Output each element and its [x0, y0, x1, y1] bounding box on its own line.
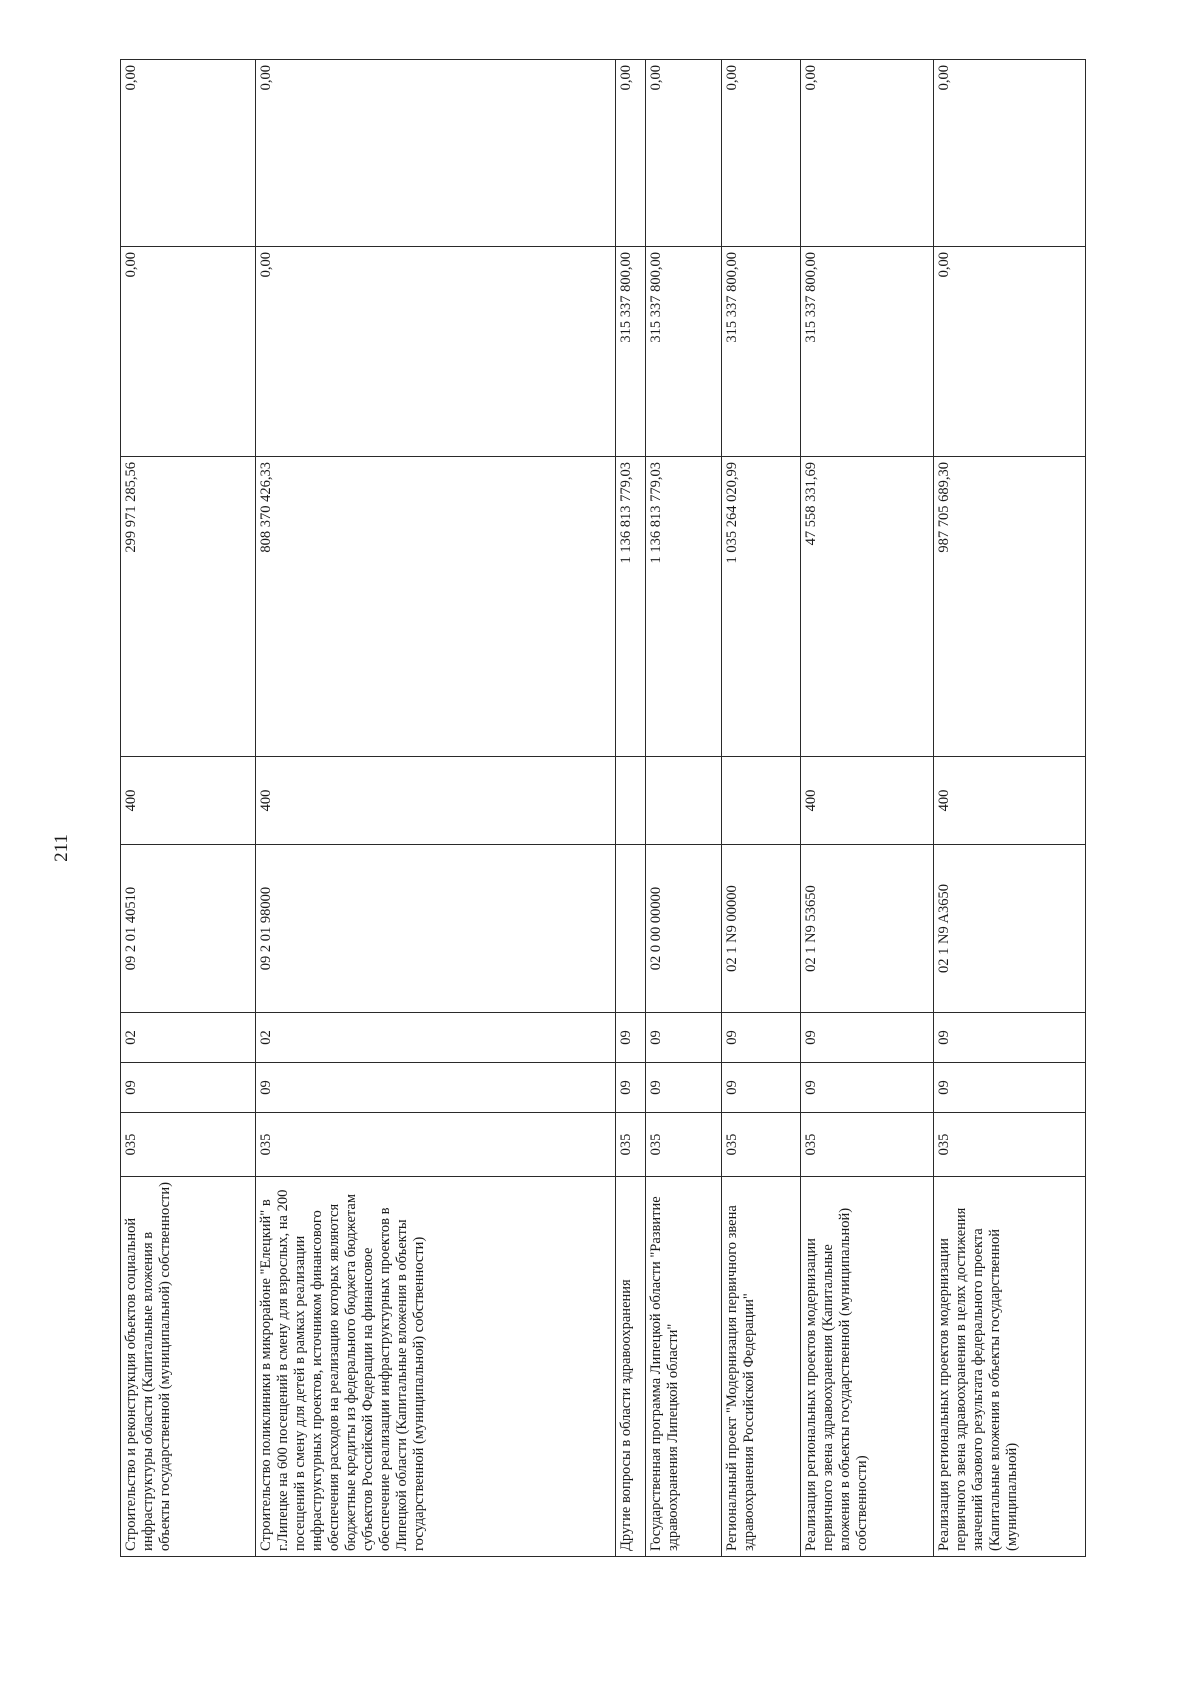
- amount-1: 808 370 426,33: [255, 457, 615, 757]
- row-name: Другие вопросы в области здравоохранения: [615, 1177, 645, 1557]
- admin-code: 035: [801, 1113, 934, 1177]
- expense-type-code: 400: [933, 757, 1085, 845]
- section-code: 09: [933, 1063, 1085, 1113]
- amount-2: 315 337 800,00: [721, 247, 801, 457]
- amount-3: 0,00: [646, 60, 721, 247]
- admin-code: 035: [721, 1113, 801, 1177]
- budget-table-rotated: [120, 60, 1086, 1557]
- section-code: 09: [615, 1063, 645, 1113]
- amount-3: 0,00: [121, 60, 256, 247]
- section-code: 09: [646, 1063, 721, 1113]
- table-row: [801, 60, 934, 1557]
- table-row: [615, 60, 645, 1557]
- expense-type-code: 400: [801, 757, 934, 845]
- expense-type-code: [646, 757, 721, 845]
- target-article-code: 09 2 01 40510: [121, 845, 256, 1013]
- amount-2: 0,00: [933, 247, 1085, 457]
- section-code: 09: [121, 1063, 256, 1113]
- amount-2: 315 337 800,00: [646, 247, 721, 457]
- row-name: Региональный проект "Модернизация первичного звена здравоохранения Российской Федерации": [721, 1177, 801, 1557]
- subsection-code: 02: [255, 1013, 615, 1063]
- table-row: [646, 60, 721, 1557]
- admin-code: 035: [933, 1113, 1085, 1177]
- expense-type-code: [615, 757, 645, 845]
- row-name: Государственная программа Липецкой области "Развитие здравоохранения Липецкой области": [646, 1177, 721, 1557]
- amount-1: 299 971 285,56: [121, 457, 256, 757]
- table-row: [721, 60, 801, 1557]
- amount-2: 315 337 800,00: [801, 247, 934, 457]
- amount-3: 0,00: [721, 60, 801, 247]
- subsection-code: 02: [121, 1013, 256, 1063]
- page-number: 211: [51, 834, 72, 862]
- section-code: 09: [721, 1063, 801, 1113]
- admin-code: 035: [255, 1113, 615, 1177]
- amount-1: 1 136 813 779,03: [646, 457, 721, 757]
- amount-2: 0,00: [255, 247, 615, 457]
- admin-code: 035: [646, 1113, 721, 1177]
- amount-1: 47 558 331,69: [801, 457, 934, 757]
- amount-2: 315 337 800,00: [615, 247, 645, 457]
- target-article-code: [615, 845, 645, 1013]
- subsection-code: 09: [721, 1013, 801, 1063]
- admin-code: 035: [121, 1113, 256, 1177]
- subsection-code: 09: [615, 1013, 645, 1063]
- row-name: Строительство и реконструкция объектов социальной инфраструктуры области (Капитальные вложения в объекты государственной (муниципальной) собственности): [121, 1177, 256, 1557]
- target-article-code: 02 1 N9 00000: [721, 845, 801, 1013]
- expense-type-code: [721, 757, 801, 845]
- amount-1: 987 705 689,30: [933, 457, 1085, 757]
- target-article-code: 09 2 01 98000: [255, 845, 615, 1013]
- table-row: [121, 60, 256, 1557]
- budget-table: [120, 59, 1086, 1557]
- target-article-code: 02 1 N9 53650: [801, 845, 934, 1013]
- amount-3: 0,00: [615, 60, 645, 247]
- subsection-code: 09: [933, 1013, 1085, 1063]
- amount-1: 1 035 264 020,99: [721, 457, 801, 757]
- section-code: 09: [801, 1063, 934, 1113]
- table-row: [255, 60, 615, 1557]
- subsection-code: 09: [646, 1013, 721, 1063]
- amount-2: 0,00: [121, 247, 256, 457]
- target-article-code: 02 1 N9 A3650: [933, 845, 1085, 1013]
- row-name: Реализация региональных проектов модернизации первичного звена здравоохранения (Капитальные вложения в объекты государственной (муниципальной) собственности): [801, 1177, 934, 1557]
- target-article-code: 02 0 00 00000: [646, 845, 721, 1013]
- expense-type-code: 400: [121, 757, 256, 845]
- admin-code: 035: [615, 1113, 645, 1177]
- amount-3: 0,00: [255, 60, 615, 247]
- section-code: 09: [255, 1063, 615, 1113]
- subsection-code: 09: [801, 1013, 934, 1063]
- table-row: [933, 60, 1085, 1557]
- amount-1: 1 136 813 779,03: [615, 457, 645, 757]
- row-name: Строительство поликлиники в микрорайоне "Елецкий" в г.Липецке на 600 посещений в смену для взрослых, на 200 посещений в смену для детей в рамках реализации инфраструктурных проектов, источником финансового обеспечения расходов на реализацию которых являются бюджетные кредиты из федерального бюджета бюджетам субъектов Российской Федерации на финансовое обеспечение реализации инфраструктурных проектов в Липецкой области (Капитальные вложения в объекты государственной (муниципальной) собственности): [255, 1177, 615, 1557]
- amount-3: 0,00: [801, 60, 934, 247]
- amount-3: 0,00: [933, 60, 1085, 247]
- expense-type-code: 400: [255, 757, 615, 845]
- row-name: Реализация региональных проектов модернизации первичного звена здравоохранения в целях достижения значений базового результата федерального проекта (Капитальные вложения в объекты государственной (муниципальной): [933, 1177, 1085, 1557]
